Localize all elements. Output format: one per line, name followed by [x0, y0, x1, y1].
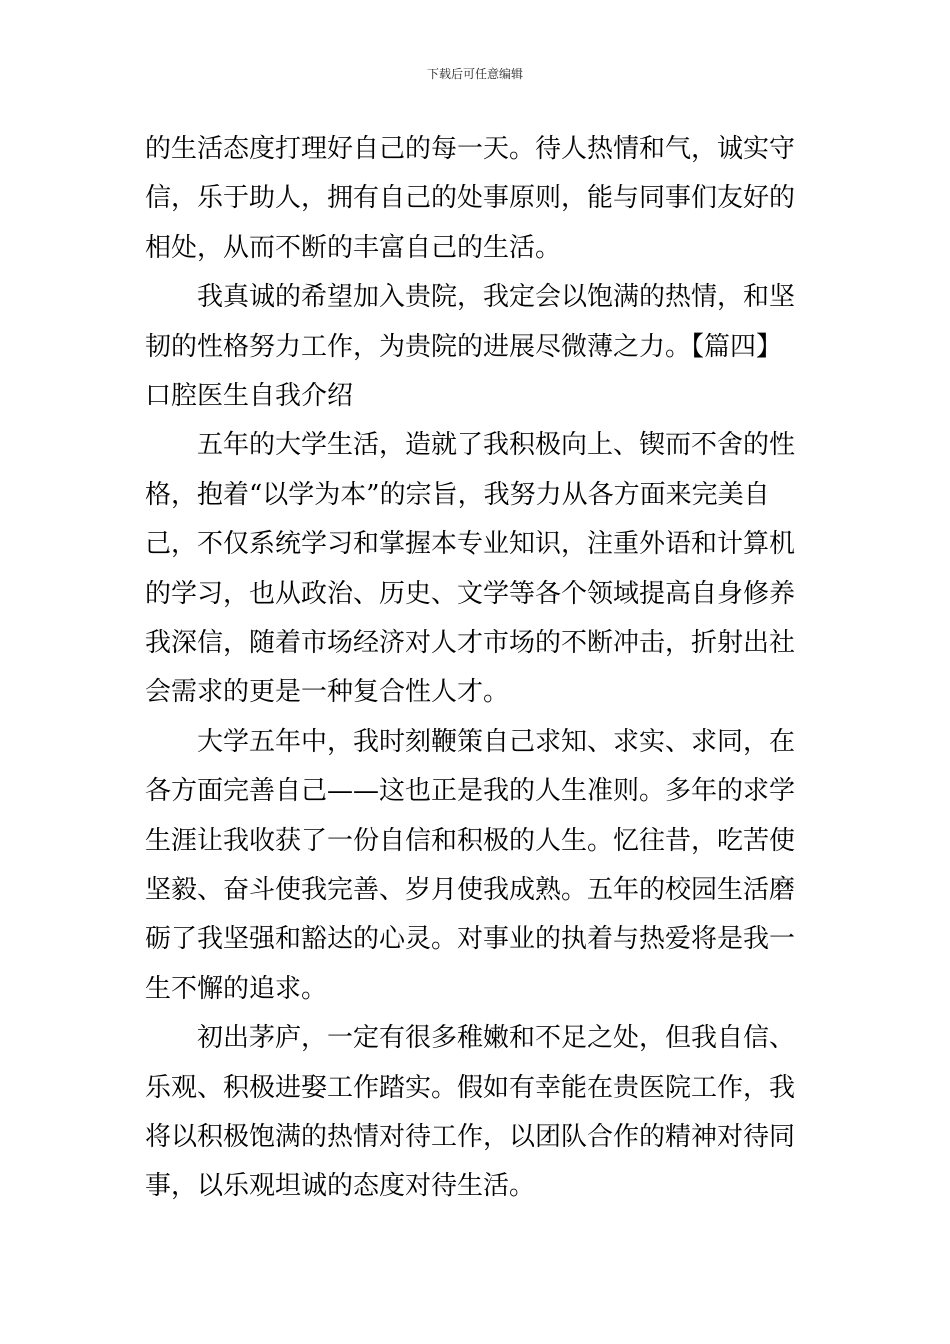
text-line: 坚毅、奋斗使我完善、岁月使我成熟。五年的校园生活磨	[145, 875, 796, 905]
text-line: 的生活态度打理好自己的每一天。待人热情和气，诚实守	[145, 134, 796, 164]
text-line: 将以积极饱满的热情对待工作，以团队合作的精神对待同	[145, 1122, 796, 1152]
text-line: 生不懈的追求。	[145, 973, 328, 1004]
paragraph-first-line: 大学五年中，我时刻鞭策自己求知、求实、求同，在	[197, 726, 796, 757]
text-line: 韧的性格努力工作，为贵院的进展尽微薄之力。【篇四】	[145, 331, 783, 362]
text-line: 各方面完善自己——这也正是我的人生准则。多年的求学	[145, 776, 796, 807]
text-line: 的学习，也从政治、历史、文学等各个领域提高自身修养	[145, 578, 796, 609]
text-line: 会需求的更是一种复合性人才。	[145, 677, 510, 708]
text-line: 口腔医生自我介绍	[145, 381, 354, 411]
text-line: 相处，从而不断的丰富自己的生活。	[145, 232, 562, 263]
text-line: 信，乐于助人，拥有自己的处事原则，能与同事们友好的	[145, 183, 796, 214]
page-header: 下载后可任意编辑	[426, 67, 523, 81]
text-line: 格，抱着“以学为本”的宗旨，我努力从各方面来完美自	[145, 479, 770, 510]
text-line: 生涯让我收获了一份自信和积极的人生。忆往昔，吃苦使	[145, 825, 796, 856]
text-line: 砺了我坚强和豁达的心灵。对事业的执着与热爱将是我一	[145, 924, 796, 955]
paragraph-first-line: 我真诚的希望加入贵院，我定会以饱满的热情，和坚	[197, 282, 796, 313]
text-line: 事，以乐观坦诚的态度对待生活。	[145, 1171, 536, 1202]
paragraph-first-line: 五年的大学生活，造就了我积极向上、锲而不舍的性	[197, 430, 796, 461]
paragraph-first-line: 初出茅庐，一定有很多稚嫩和不足之处，但我自信、	[197, 1023, 796, 1054]
text-line: 己，不仅系统学习和掌握本专业知识，注重外语和计算机	[145, 529, 796, 560]
text-line: 我深信，随着市场经济对人才市场的不断冲击，折射出社	[145, 628, 796, 658]
text-line: 乐观、积极进娶工作踏实。假如有幸能在贵医院工作，我	[145, 1072, 796, 1103]
